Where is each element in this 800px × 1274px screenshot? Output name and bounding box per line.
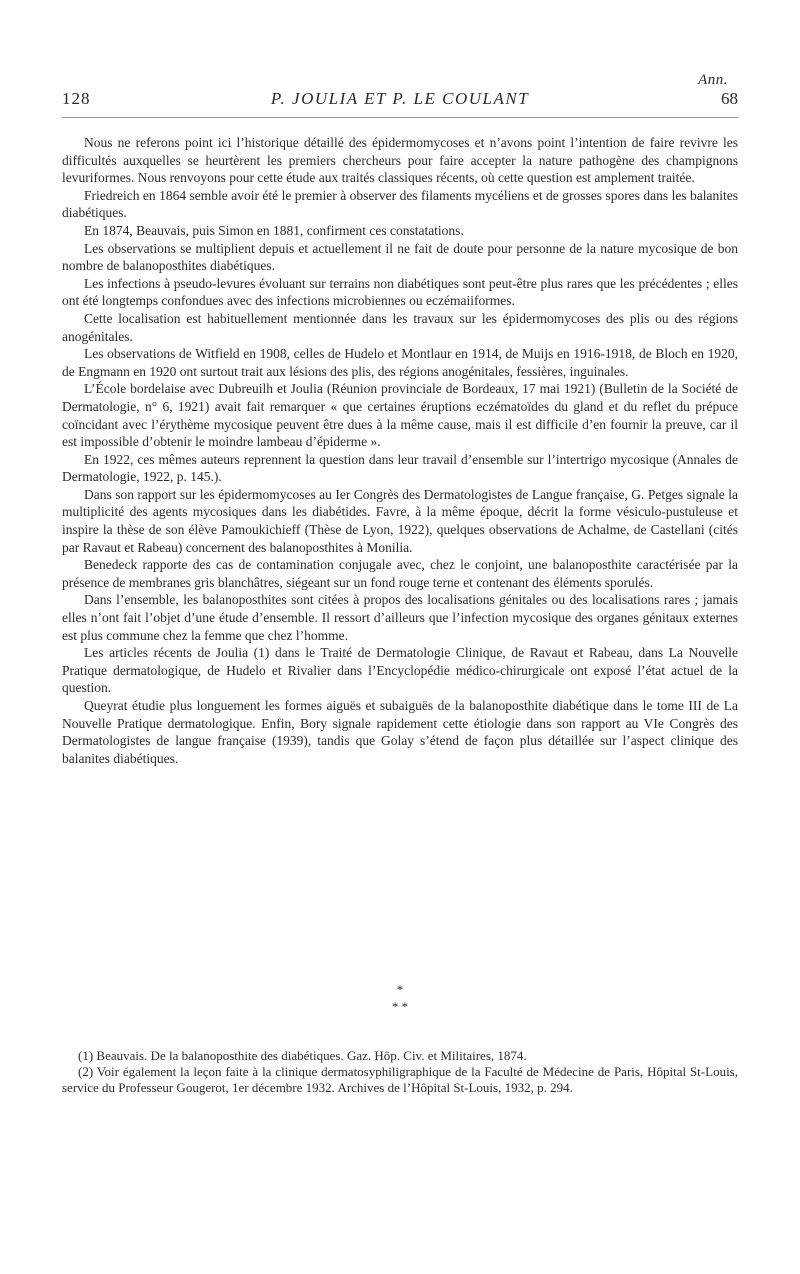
paragraph: Les observations se multiplient depuis et actuellement il ne fait de doute pour personne de la nature mycosique de bon nombre de balanoposthites diabétiques. [62,240,738,274]
article-body [62,134,738,767]
paragraph: Cette localisation est habituellement mentionnée dans les travaux sur les épidermomycoses des plis ou des régions anogénitales. [62,310,738,344]
paragraph: En 1874, Beauvais, puis Simon en 1881, confirment ces constatations. [84,222,464,238]
paragraph: Les observations de Witfield en 1908, celles de Hudelo et Montlaur en 1914, de Muijs en 1916-1918, de Bloch en 1920, de Engmann en 1920 ont surtout trait aux lésions des plis, des régions anogénitales, fessières, inguinales. [62,346,738,379]
footnotes [62,1048,738,1096]
footnote: (1) Beauvais. De la balanoposthite des diabétiques. Gaz. Hôp. Civ. et Militaires, 1874. [78,1048,527,1063]
separator-star: * [396,982,404,997]
paragraph: L’École bordelaise avec Dubreuilh et Joulia (Réunion provinciale de Bordeaux, 17 mai 1921) (Bulletin de la Société de Dermatologie, n° 6, 1921) avait fait remarquer « que certaines éruptions eczématoïdes du gland et du reflet du prépuce coïncidant avec l’érythème mycosique peuvent être dues à la même cause, mais il est difficile d’en fournir la preuve, car il est impossible d’obtenir le moindre lambeau d’épiderme ». [62,381,738,450]
page-number: 128 [62,89,91,108]
header-rule [62,117,738,118]
paragraph: Dans son rapport sur les épidermomycoses au Ier Congrès des Dermatologistes de Langue française, G. Petges signale la multiplicité des agents mycosiques dans les diabétides. Favre, à la même époque, décrit la forme vésiculo-pustuleuse et inspire la thèse de son élève Pamoukichieff (Thèse de Lyon, 1922), quelques observations de Achalme, de Castellani (cités par Ravaut et Rabeau) concernent des balanoposthites à Monilia. [62,486,738,555]
section-separator [62,981,738,1015]
paragraph: Les infections à pseudo-levures évoluant sur terrains non diabétiques sont peut-être plus rares que les précédentes ; elles ont été longtemps confondues avec des infections microbiennes ou eczémaiiformes. [62,275,738,309]
paragraph: Les articles récents de Joulia (1) dans le Traité de Dermatologie Clinique, de Ravaut et Rabeau, dans La Nouvelle Pratique dermatologique, de Hudelo et Rivalier dans l’Encyclopédie médico-chirurgicale ont exposé l’état actuel de la question. [62,645,738,696]
paragraph: Benedeck rapporte des cas de contamination conjugale avec, chez le conjoint, une balanoposthite caractérisée par la présence de membranes gris blanchâtres, siégeant sur un fond rouge terne et contenant des éléments sporulés. [62,557,738,590]
paragraph: En 1922, ces mêmes auteurs reprennent la question dans leur travail d’ensemble sur l’intertrigo mycosique (Annales de Dermatologie, 1922, p. 145.). [62,451,738,485]
paragraph: Nous ne referons point ici l’historique détaillé des épidermomycoses et n’avons point l’intention de faire revivre les difficultés auxquelles se heurtèrent les premiers chercheurs pour faire accepter la nature pathogène des champignons levuriformes. Nous renvoyons pour cette étude aux traités classiques récents, où cette question est amplement traitée. [62,135,738,186]
running-title: P. JOULIA ET P. LE COULANT [270,89,530,108]
separator-stars: * * [391,999,409,1014]
journal-abbreviation: Ann. [698,72,728,88]
paragraph: Dans l’ensemble, les balanoposthites sont citées à propos des localisations génitales ou des localisations rares ; jamais elles n’ont fait l’objet d’une étude d’ensemble. Il ressort d’ailleurs que l’infection mycosique des organes génitaux externes est plus commune chez la femme que chez l’homme. [62,592,738,643]
running-header [62,89,738,111]
paragraph: Friedreich en 1864 semble avoir été le premier à observer des filaments mycéliens et de grosses spores dans les balanites diabétiques. [62,187,738,221]
footnote: (2) Voir également la leçon faite à la clinique dermatosyphiligraphique de la Faculté de Médecine de Paris, Hôpital St-Louis, service du Professeur Gougerot, 1er décembre 1932. Archives de l’Hôpital St-Louis, 1932, p. 294. [62,1064,738,1095]
volume-number: 68 [721,89,738,108]
paragraph: Queyrat étudie plus longuement les formes aiguës et subaiguës de la balanoposthite diabétique dans le tome III de La Nouvelle Pratique dermatologique. Enfin, Bory signale rapidement cette étiologie dans son rapport au VIe Congrès des Dermatologistes de langue française (1939), tandis que Golay s’étend de façon plus détaillée sur l’aspect clinique des balanites diabétiques. [62,698,738,766]
